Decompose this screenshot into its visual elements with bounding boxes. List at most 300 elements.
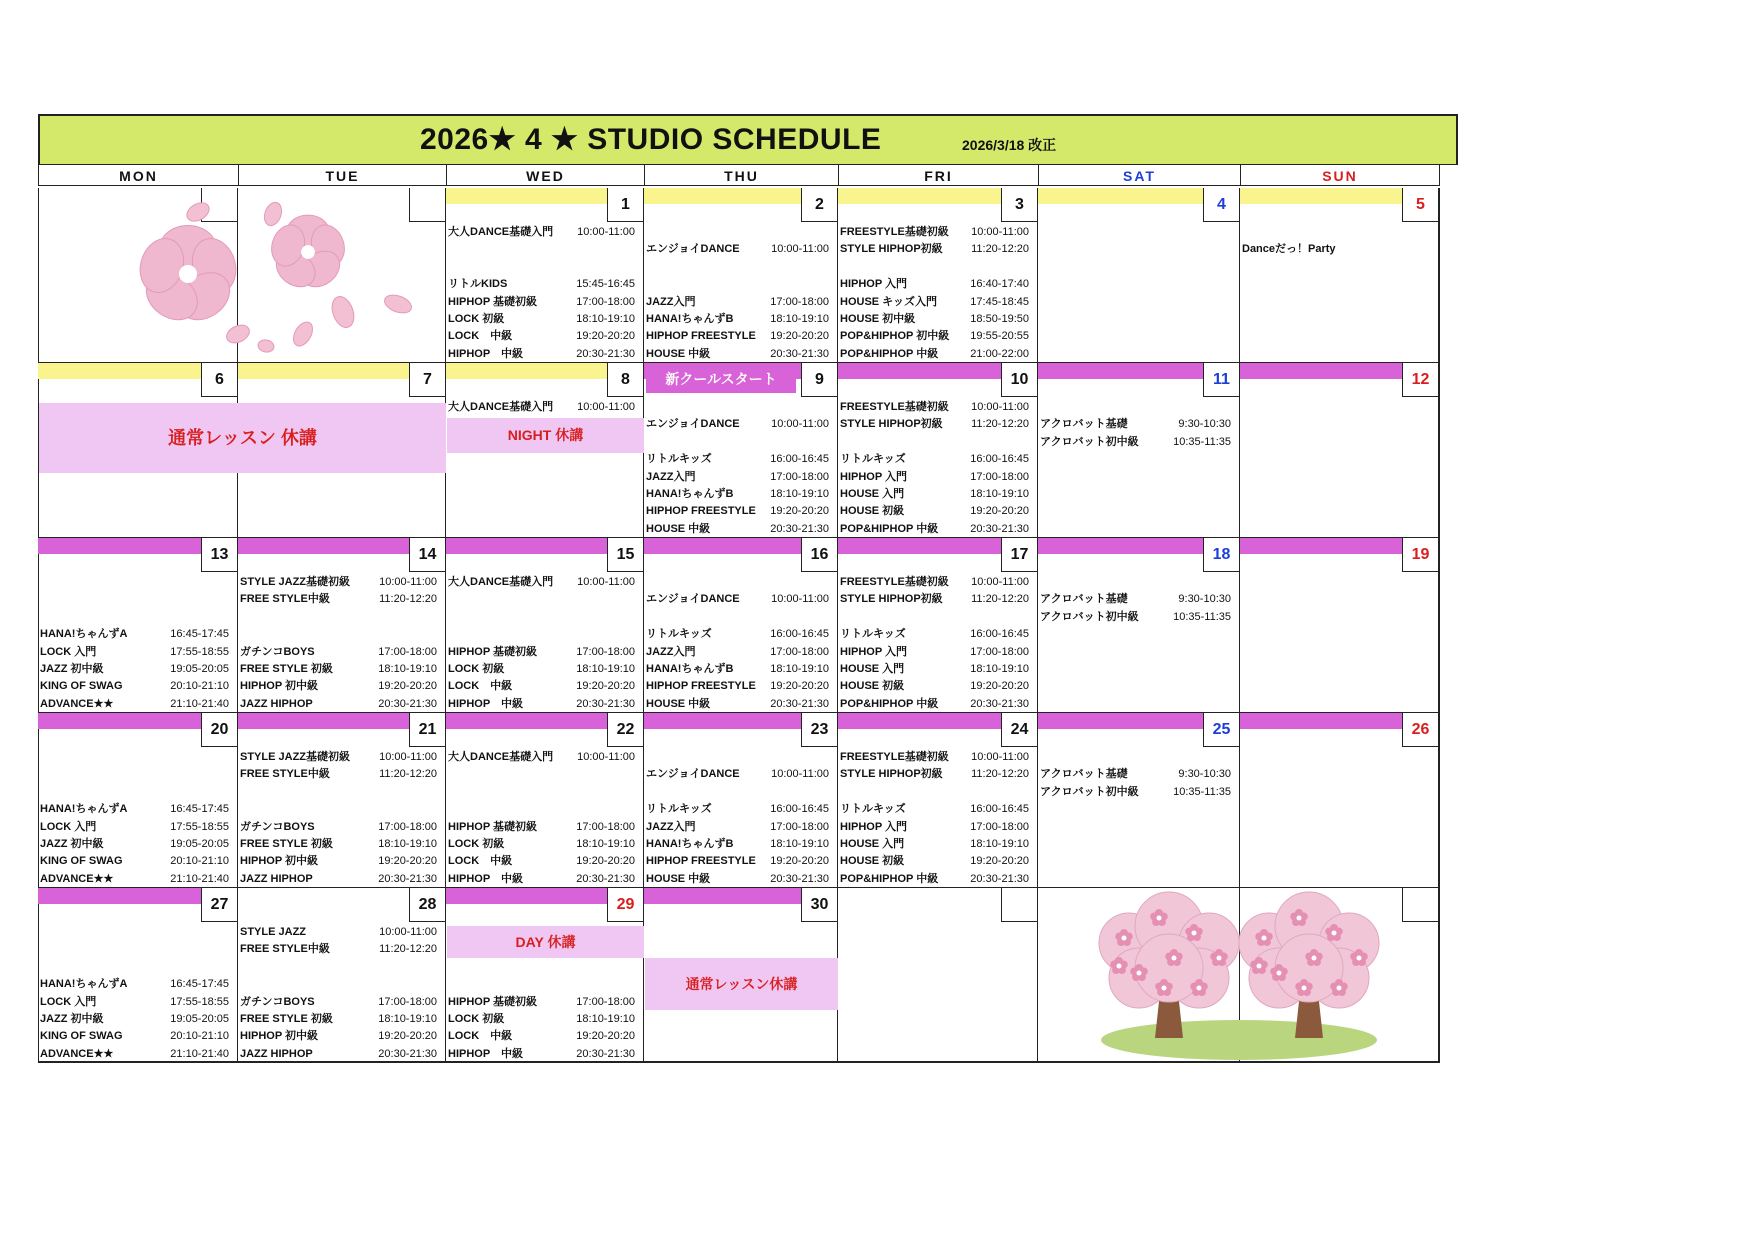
class-name: HIPHOP 中級	[448, 872, 523, 885]
class-name: FREE STYLE中級	[240, 593, 330, 606]
class-entry	[646, 416, 835, 432]
class-time: 10:00-11:00	[771, 593, 829, 606]
day-number: 16	[801, 538, 837, 572]
class-entry	[840, 871, 1035, 887]
class-name: JAZZ入門	[646, 295, 696, 308]
dow-sat: SAT	[1038, 164, 1241, 186]
class-entry	[448, 224, 641, 240]
class-name: HIPHOP 入門	[840, 278, 908, 291]
class-name: POP&HIPHOP 中級	[840, 522, 939, 535]
class-time: 17:00-18:00	[770, 820, 829, 833]
day-number: 15	[607, 538, 643, 572]
empty-cell	[838, 888, 1038, 1063]
day-cell-4	[1038, 188, 1240, 363]
dow-tue: TUE	[238, 164, 447, 186]
class-time: 20:30-21:30	[576, 347, 635, 360]
class-entry	[240, 1046, 443, 1062]
class-entry	[840, 503, 1035, 519]
class-name: HANA!ちゃんずA	[40, 978, 128, 991]
day-number: 5	[1402, 188, 1438, 222]
day-number: 17	[1001, 538, 1037, 572]
class-name: JAZZ入門	[646, 820, 696, 833]
class-entry	[840, 749, 1035, 765]
class-entry	[448, 749, 641, 765]
day-number: 11	[1203, 363, 1239, 397]
day-number: 7	[409, 363, 445, 397]
day-cell-26	[1240, 713, 1440, 888]
class-time: 17:00-18:00	[576, 645, 635, 658]
day-cell-16	[644, 538, 838, 713]
class-name: FREESTYLE基礎初級	[840, 401, 949, 413]
class-entry	[240, 871, 443, 887]
class-time: 20:30-21:30	[770, 872, 829, 885]
class-time: 16:45-17:45	[170, 978, 229, 991]
class-entry	[840, 399, 1035, 415]
class-name: リトルキッズ	[646, 628, 712, 641]
class-entry	[840, 591, 1035, 607]
day-number: 18	[1203, 538, 1239, 572]
sakura-trees-icon	[1074, 888, 1404, 1063]
class-entry	[40, 853, 235, 869]
class-entry	[40, 819, 235, 835]
class-entry	[646, 819, 835, 835]
class-name: HIPHOP 初中級	[240, 680, 319, 693]
class-entry	[40, 1046, 235, 1062]
class-entry	[840, 294, 1035, 310]
class-name: POP&HIPHOP 中級	[840, 872, 939, 885]
class-name: ADVANCE★★	[40, 1047, 114, 1060]
class-entry	[840, 644, 1035, 660]
class-entry	[840, 836, 1035, 852]
class-name: LOCK 中級	[448, 330, 513, 343]
class-name: JAZZ HIPHOP	[240, 1047, 313, 1060]
class-time: 11:20-12:20	[379, 768, 437, 781]
class-entry	[40, 626, 235, 642]
class-entry	[448, 819, 641, 835]
day-cell-13	[38, 538, 238, 713]
class-time: 10:00-11:00	[971, 751, 1029, 763]
class-entry	[646, 626, 835, 642]
class-entry	[448, 346, 641, 362]
day-cell-17	[838, 538, 1038, 713]
class-time: 19:05-20:05	[170, 1013, 229, 1025]
day-number: 1	[607, 188, 643, 222]
day-cell-11	[1038, 363, 1240, 538]
class-entry	[448, 678, 641, 694]
class-name: KING OF SWAG	[40, 680, 123, 693]
class-name: FREESTYLE基礎初級	[840, 576, 949, 588]
class-time: 11:20-12:20	[379, 943, 437, 956]
class-time: 10:00-11:00	[971, 226, 1029, 238]
class-name: 大人DANCE基礎入門	[448, 401, 554, 413]
day-cell-27	[38, 888, 238, 1063]
class-entry	[1040, 784, 1237, 800]
class-name: HOUSE 入門	[840, 663, 905, 675]
day-number: 14	[409, 538, 445, 572]
class-entry	[448, 853, 641, 869]
class-name: HOUSE 中級	[646, 697, 711, 710]
class-name: リトルキッズ	[646, 453, 712, 466]
class-entry	[646, 696, 835, 712]
class-entry	[240, 853, 443, 869]
class-time: 20:30-21:30	[378, 1047, 437, 1060]
class-entry	[448, 294, 641, 310]
class-time: 21:10-21:40	[170, 872, 229, 885]
class-time: 18:10-19:10	[970, 663, 1029, 675]
class-name: JAZZ入門	[646, 645, 696, 658]
class-time: 10:00-11:00	[971, 401, 1029, 413]
class-entry	[1040, 609, 1237, 625]
class-name: エンジョイDANCE	[646, 418, 740, 431]
class-time: 17:45-18:45	[970, 295, 1029, 308]
class-entry	[840, 224, 1035, 240]
class-entry	[240, 696, 443, 712]
class-time: 10:00-11:00	[379, 926, 437, 938]
class-time: 19:05-20:05	[170, 838, 229, 850]
day-cell-12	[1240, 363, 1440, 538]
class-name: リトルキッズ	[840, 628, 906, 641]
class-time: 20:10-21:10	[170, 1030, 229, 1043]
class-time: 11:20-12:20	[971, 768, 1029, 781]
day-number: 3	[1001, 188, 1037, 222]
class-entry	[1242, 241, 1436, 257]
class-name: HIPHOP 基礎初級	[448, 295, 538, 308]
class-time: 18:10-19:10	[576, 663, 635, 675]
class-name: LOCK 初級	[448, 663, 505, 675]
class-entry	[646, 503, 835, 519]
class-name: LOCK 初級	[448, 1013, 505, 1025]
day-number	[1001, 888, 1037, 922]
class-entry	[40, 678, 235, 694]
class-time: 9:30-10:30	[1178, 593, 1231, 606]
class-entry	[448, 276, 641, 292]
class-time: 20:10-21:10	[170, 680, 229, 693]
class-name: アクロバット初中級	[1040, 610, 1139, 623]
day-cell-2	[644, 188, 838, 363]
class-entry	[646, 294, 835, 310]
class-name: LOCK 初級	[448, 313, 505, 325]
closure-note-regular: 通常レッスン 休講	[39, 403, 446, 473]
class-entry	[646, 678, 835, 694]
class-time: 19:20-20:20	[378, 855, 437, 868]
day-number: 24	[1001, 713, 1037, 747]
day-cell-9	[644, 363, 838, 538]
class-time: 19:20-20:20	[770, 330, 829, 343]
class-name: FREESTYLE基礎初級	[840, 226, 949, 238]
class-name: HIPHOP FREESTYLE	[646, 855, 756, 868]
class-time: 20:30-21:30	[576, 872, 635, 885]
class-name: ADVANCE★★	[40, 697, 114, 710]
class-name: HOUSE 入門	[840, 488, 905, 500]
class-name: HIPHOP 入門	[840, 820, 908, 833]
class-time: 19:20-20:20	[576, 680, 635, 693]
day-cell-25	[1038, 713, 1240, 888]
class-name: HIPHOP 中級	[448, 347, 523, 360]
class-entry	[40, 976, 235, 992]
class-time: 19:20-20:20	[970, 680, 1029, 693]
class-time: 17:00-18:00	[970, 645, 1029, 658]
class-entry	[646, 801, 835, 817]
class-name: HIPHOP 中級	[448, 697, 523, 710]
day-cell-19	[1240, 538, 1440, 713]
class-entry	[840, 416, 1035, 432]
class-entry	[448, 994, 641, 1010]
class-entry	[646, 241, 835, 257]
class-name: FREE STYLE 初級	[240, 838, 333, 850]
class-time: 16:00-16:45	[770, 803, 829, 816]
class-name: LOCK 中級	[448, 1030, 513, 1043]
dow-sun: SUN	[1240, 164, 1440, 186]
class-name: HIPHOP 初中級	[240, 855, 319, 868]
class-entry	[840, 678, 1035, 694]
day-number: 19	[1402, 538, 1438, 572]
class-name: 大人DANCE基礎入門	[448, 576, 554, 588]
class-name: JAZZ 初中級	[40, 838, 104, 850]
class-time: 19:20-20:20	[576, 1030, 635, 1043]
class-time: 9:30-10:30	[1178, 768, 1231, 781]
class-time: 20:30-21:30	[970, 697, 1029, 710]
class-time: 10:00-11:00	[971, 576, 1029, 588]
class-entry	[1040, 591, 1237, 607]
class-time: 16:45-17:45	[170, 803, 229, 816]
day-number	[1402, 888, 1438, 922]
class-time: 21:10-21:40	[170, 1047, 229, 1060]
class-entry	[448, 644, 641, 660]
class-time: 10:35-11:35	[1173, 610, 1231, 623]
class-entry	[40, 994, 235, 1010]
class-entry	[840, 311, 1035, 327]
class-entry	[646, 853, 835, 869]
class-entry	[646, 469, 835, 485]
day-cell-29	[446, 888, 644, 1063]
class-name: POP&HIPHOP 中級	[840, 347, 939, 360]
class-name: FREE STYLE中級	[240, 943, 330, 956]
day-number: 6	[201, 363, 237, 397]
class-time: 10:00-11:00	[577, 576, 635, 588]
class-time: 21:00-22:00	[970, 347, 1029, 360]
class-name: HOUSE 中級	[646, 347, 711, 360]
class-name: LOCK 中級	[448, 855, 513, 868]
closure-note-regular-30: 通常レッスン休講	[645, 958, 838, 1010]
class-entry	[448, 311, 641, 327]
class-entry	[448, 1046, 641, 1062]
class-name: 大人DANCE基礎入門	[448, 226, 554, 238]
class-time: 19:20-20:20	[970, 505, 1029, 518]
class-entry	[448, 1011, 641, 1027]
class-name: リトルKIDS	[448, 278, 508, 291]
class-time: 11:20-12:20	[971, 593, 1029, 606]
class-time: 19:20-20:20	[576, 330, 635, 343]
class-time: 20:30-21:30	[770, 522, 829, 535]
class-name: LOCK 初級	[448, 838, 505, 850]
day-cell-14	[238, 538, 446, 713]
class-name: HIPHOP 中級	[448, 1047, 523, 1060]
class-entry	[448, 1028, 641, 1044]
day-cell-23	[644, 713, 838, 888]
class-name: JAZZ 初中級	[40, 1013, 104, 1025]
day-cell-28	[238, 888, 446, 1063]
class-entry	[840, 661, 1035, 677]
class-entry	[840, 451, 1035, 467]
class-time: 10:00-11:00	[771, 418, 829, 431]
class-time: 10:35-11:35	[1173, 785, 1231, 798]
class-time: 17:00-18:00	[770, 295, 829, 308]
class-name: アクロバット初中級	[1040, 435, 1139, 448]
class-name: HIPHOP 基礎初級	[448, 645, 538, 658]
class-time: 17:55-18:55	[170, 820, 229, 833]
class-name: アクロバット基礎	[1040, 418, 1128, 431]
class-entry	[646, 871, 835, 887]
revision-date: 2026/3/18 改正	[962, 137, 1057, 153]
class-entry	[40, 696, 235, 712]
closure-note-day: DAY 休講	[447, 926, 644, 958]
class-time: 18:10-19:10	[970, 488, 1029, 500]
class-name: HIPHOP FREESTYLE	[646, 330, 756, 343]
class-entry	[240, 819, 443, 835]
class-time: 17:00-18:00	[970, 820, 1029, 833]
class-name: HANA!ちゃんずB	[646, 488, 734, 500]
class-entry	[448, 871, 641, 887]
class-entry	[240, 678, 443, 694]
class-name: HIPHOP 初中級	[240, 1030, 319, 1043]
dow-thu: THU	[644, 164, 839, 186]
class-name: FREE STYLE 初級	[240, 663, 333, 675]
class-time: 10:35-11:35	[1173, 435, 1231, 448]
class-entry	[840, 626, 1035, 642]
class-name: 大人DANCE基礎入門	[448, 751, 554, 763]
class-name: POP&HIPHOP 初中級	[840, 330, 950, 343]
class-name: HOUSE 中級	[646, 522, 711, 535]
class-name: リトルキッズ	[646, 803, 712, 816]
class-name: STYLE JAZZ基礎初級	[240, 751, 351, 763]
class-name: アクロバット基礎	[1040, 768, 1128, 781]
class-time: 20:30-21:30	[970, 522, 1029, 535]
class-time: 16:00-16:45	[970, 453, 1029, 466]
class-entry	[40, 644, 235, 660]
class-time: 17:00-18:00	[378, 820, 437, 833]
class-time: 16:40-17:40	[970, 278, 1029, 291]
day-number: 2	[801, 188, 837, 222]
class-name: FREE STYLE 初級	[240, 1013, 333, 1025]
day-cell-1	[446, 188, 644, 363]
class-entry	[240, 661, 443, 677]
class-time: 20:30-21:30	[970, 872, 1029, 885]
class-name: JAZZ 初中級	[40, 663, 104, 675]
class-entry	[40, 661, 235, 677]
class-time: 17:00-18:00	[576, 820, 635, 833]
day-number: 29	[607, 888, 643, 922]
class-name: LOCK 入門	[40, 820, 97, 833]
class-entry	[840, 328, 1035, 344]
class-name: HIPHOP 基礎初級	[448, 995, 538, 1008]
dow-mon: MON	[38, 164, 239, 186]
dow-wed: WED	[446, 164, 645, 186]
day-number: 9	[801, 363, 837, 397]
class-name: エンジョイDANCE	[646, 243, 740, 256]
class-time: 18:10-19:10	[378, 838, 437, 850]
class-entry	[240, 766, 443, 782]
class-name: エンジョイDANCE	[646, 593, 740, 606]
class-name: Danceだっ！Party	[1242, 243, 1336, 256]
class-name: LOCK 入門	[40, 645, 97, 658]
class-name: HIPHOP 基礎初級	[448, 820, 538, 833]
class-time: 16:00-16:45	[770, 453, 829, 466]
class-entry	[240, 941, 443, 957]
class-entry	[646, 346, 835, 362]
class-time: 17:00-18:00	[576, 995, 635, 1008]
day-number: 22	[607, 713, 643, 747]
class-time: 10:00-11:00	[379, 751, 437, 763]
class-name: FREESTYLE基礎初級	[840, 751, 949, 763]
day-number: 25	[1203, 713, 1239, 747]
class-time: 19:20-20:20	[378, 680, 437, 693]
class-entry	[240, 591, 443, 607]
class-name: HOUSE 初中級	[840, 313, 916, 325]
class-time: 10:00-11:00	[771, 768, 829, 781]
class-entry	[40, 871, 235, 887]
class-entry	[1040, 416, 1237, 432]
day-number: 28	[409, 888, 445, 922]
class-name: リトルキッズ	[840, 453, 906, 466]
class-entry	[646, 328, 835, 344]
class-time: 10:00-11:00	[577, 401, 635, 413]
class-entry	[448, 399, 641, 415]
class-name: ガチンコBOYS	[240, 995, 315, 1008]
day-cell-22	[446, 713, 644, 888]
class-name: エンジョイDANCE	[646, 768, 740, 781]
class-name: HIPHOP FREESTYLE	[646, 680, 756, 693]
class-time: 11:20-12:20	[971, 418, 1029, 431]
class-name: HOUSE 入門	[840, 838, 905, 850]
day-cell-18	[1038, 538, 1240, 713]
class-name: JAZZ HIPHOP	[240, 872, 313, 885]
class-time: 15:45-16:45	[576, 278, 635, 291]
class-entry	[448, 836, 641, 852]
class-name: FREE STYLE中級	[240, 768, 330, 781]
class-time: 17:55-18:55	[170, 645, 229, 658]
class-entry	[840, 521, 1035, 537]
class-entry	[448, 661, 641, 677]
dow-fri: FRI	[838, 164, 1039, 186]
class-time: 21:10-21:40	[170, 697, 229, 710]
class-time: 9:30-10:30	[1178, 418, 1231, 431]
class-name: ADVANCE★★	[40, 872, 114, 885]
class-time: 16:00-16:45	[970, 628, 1029, 641]
class-entry	[646, 766, 835, 782]
class-time: 10:00-11:00	[771, 243, 829, 256]
class-entry	[840, 574, 1035, 590]
class-time: 18:10-19:10	[576, 838, 635, 850]
class-time: 10:00-11:00	[577, 226, 635, 238]
class-time: 18:50-19:50	[970, 313, 1029, 325]
day-number: 27	[201, 888, 237, 922]
class-entry	[646, 591, 835, 607]
class-name: HIPHOP 入門	[840, 470, 908, 483]
class-time: 19:20-20:20	[770, 505, 829, 518]
class-time: 17:00-18:00	[770, 470, 829, 483]
class-entry	[1040, 434, 1237, 450]
class-name: KING OF SWAG	[40, 1030, 123, 1043]
day-cell-3	[838, 188, 1038, 363]
class-entry	[646, 836, 835, 852]
class-name: HANA!ちゃんずB	[646, 313, 734, 325]
class-entry	[240, 836, 443, 852]
day-cell-24	[838, 713, 1038, 888]
class-entry	[40, 1011, 235, 1027]
title-bar	[38, 114, 1458, 165]
class-name: HOUSE 初級	[840, 855, 905, 868]
class-time: 16:00-16:45	[970, 803, 1029, 816]
